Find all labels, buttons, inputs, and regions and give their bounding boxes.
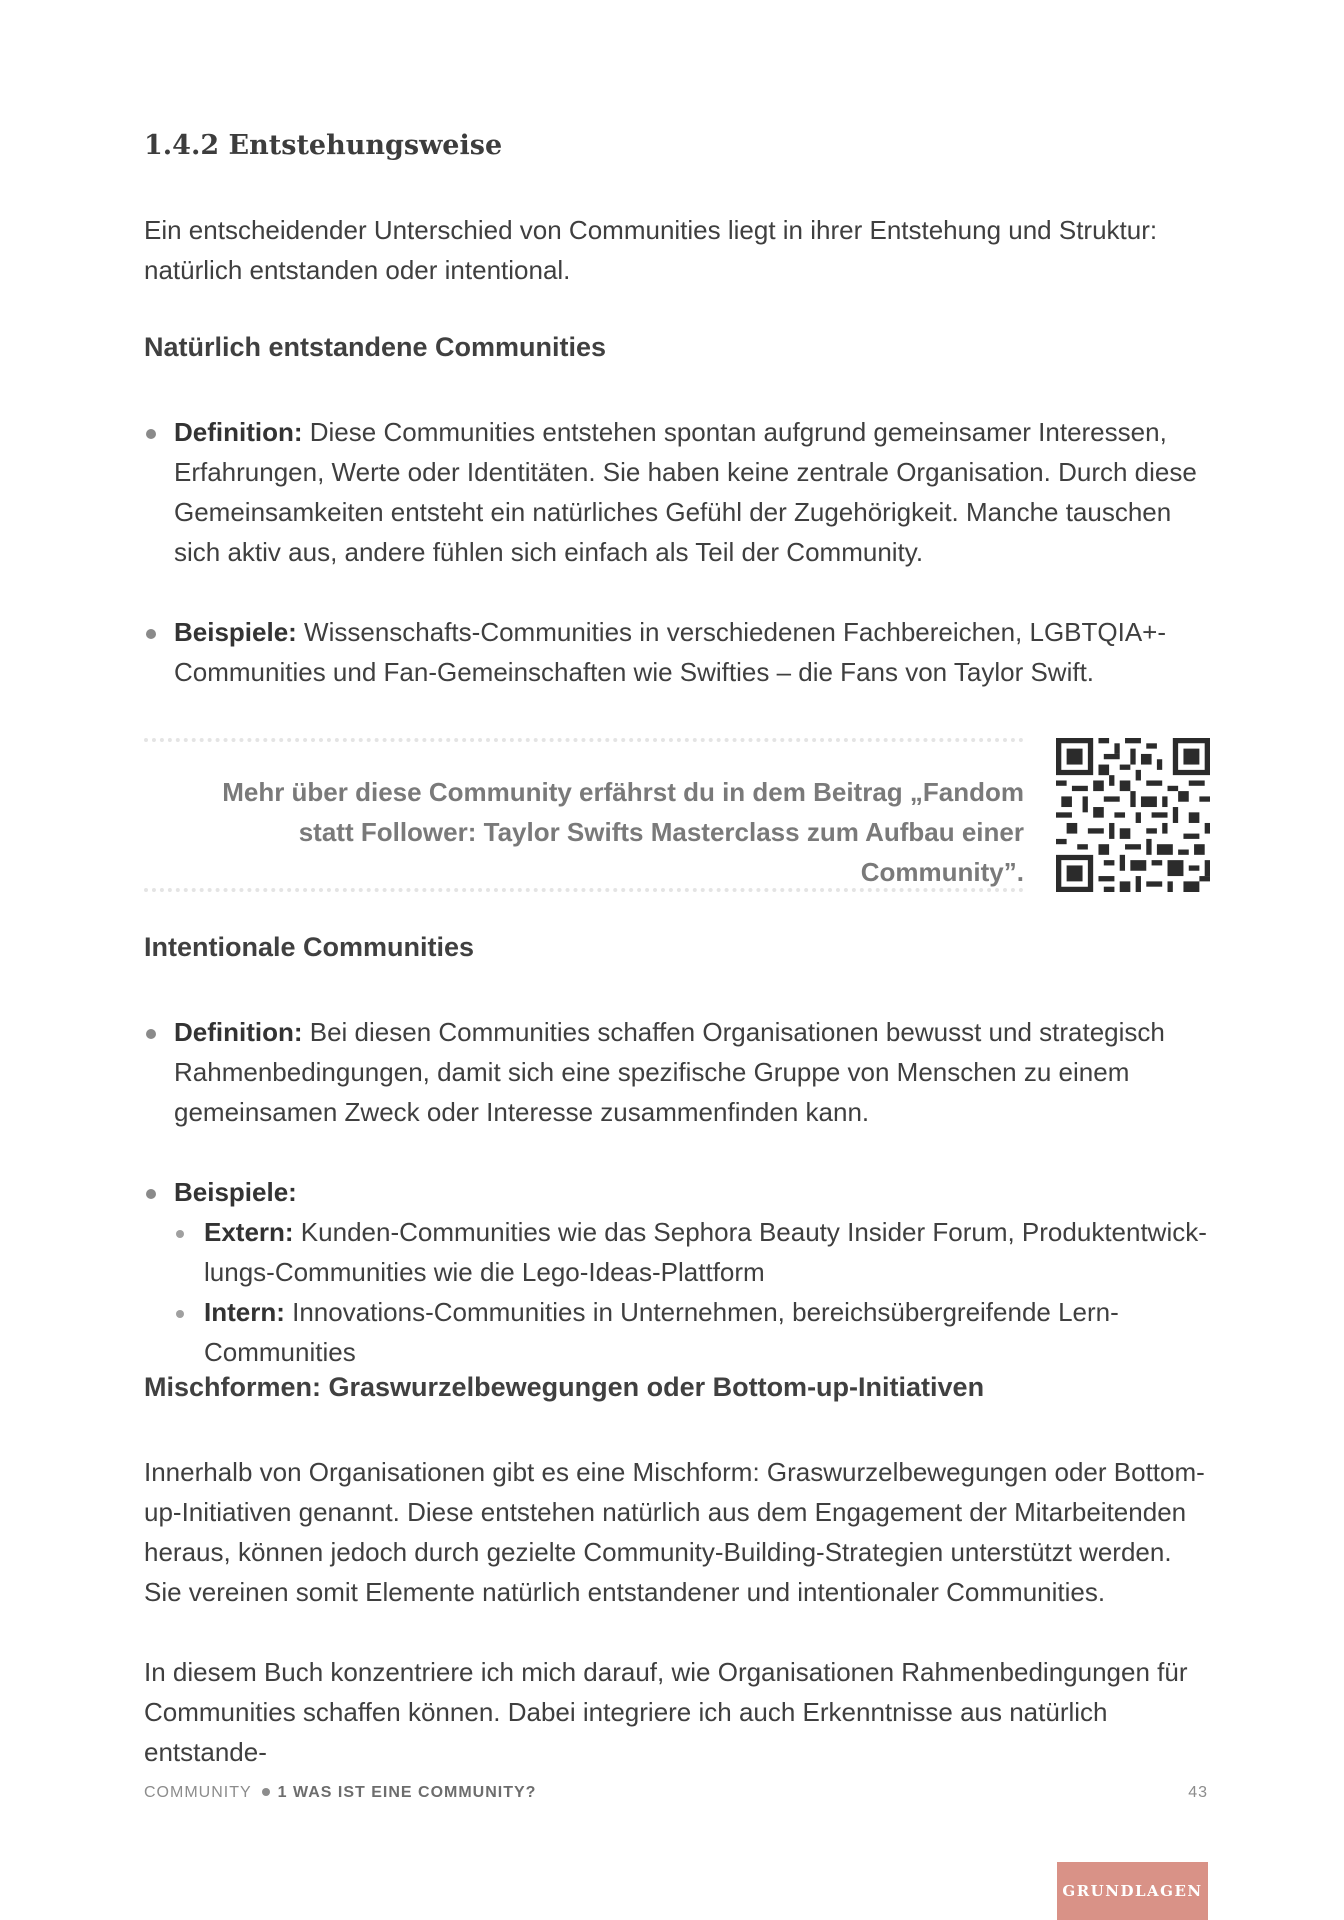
list-item: [144, 1172, 1208, 1372]
section-title: 1.4.2 Entstehungsweise: [144, 130, 503, 161]
mixed-paragraph: Innerhalb von Organisationen gibt es eine Mischform: Graswurzelbewegungen oder Bottom-up-Initiativen genannt. Diese entstehen natürlich aus dem Engagement der Mitarbeitenden heraus, können jedoch durch gezielte Community-Building-Strategien unterstützt werden. Sie vereinen somit Elemente natürlich entstandener und intentionaler Communities.: [144, 1457, 1205, 1607]
item-text: Kunden-Communities wie das Sephora Beauty Insider Forum, Produktentwicklungs-Communities wie die Lego-Ideas-Plattform: [204, 1217, 1207, 1287]
item-label: Beispiele:: [174, 617, 297, 647]
closing-paragraph: In diesem Buch konzentriere ich mich darauf, wie Organisationen Rahmenbedingungen für Communities schaffen können. Dabei integriere ich auch Erkenntnisse aus natürlich entstande-: [144, 1657, 1188, 1767]
heading-intentional-communities: Intentionale Communities: [144, 932, 475, 962]
footer-chapter: 1 WAS IST EINE COMMUNITY?: [277, 1784, 537, 1801]
sublist-item: [174, 1292, 1208, 1372]
heading-natural-communities: Natürlich entstandene Communities: [144, 332, 607, 362]
examples-sublist: [174, 1212, 1208, 1372]
item-text: Bei diesen Communities schaffen Organisationen bewusst und strategisch Rahmenbedingungen, damit sich eine spezifische Gruppe von Menschen zu einem gemeinsamen Zweck oder Interesse zusammenfinden kann.: [174, 1017, 1165, 1127]
list-item: [144, 412, 1208, 572]
item-label: Definition:: [174, 417, 303, 447]
heading-mixed-forms: Mischformen: Graswurzelbewegungen oder Bottom-up-Initiativen: [144, 1372, 985, 1402]
page-footer: [144, 1784, 1208, 1802]
qr-code-icon[interactable]: [1056, 738, 1210, 892]
footer-book-title: COMMUNITY: [144, 1784, 252, 1801]
item-text: Wissenschafts-Communities in verschiedenen Fachbereichen, LGBTQIA+-Communities und Fan-Gemeinschaften wie Swifties – die Fans von Taylor Swift.: [174, 617, 1167, 687]
bullet-icon: [262, 1788, 270, 1796]
item-label: Intern:: [204, 1297, 285, 1327]
item-label: Beispiele:: [174, 1177, 297, 1207]
page-number: 43: [1188, 1784, 1208, 1801]
item-label: Extern:: [204, 1217, 294, 1247]
item-label: Definition:: [174, 1017, 303, 1047]
list-item: [144, 1012, 1208, 1132]
callout-box: [144, 738, 1024, 892]
item-text: Innovations-Communities in Unternehmen, bereichsübergreifende Lern-Communities: [204, 1297, 1119, 1367]
intentional-list: [144, 1012, 1208, 1372]
intro-paragraph: Ein entscheidender Unterschied von Communities liegt in ihrer Entstehung und Struktur: natürlich entstanden oder intentional.: [144, 215, 1158, 285]
callout-text: Mehr über diese Community erfährst du in dem Beitrag „Fandom statt Follower: Taylor Swifts Masterclass zum Aufbau einer Community”.: [222, 777, 1024, 887]
natural-list: [144, 412, 1208, 692]
item-text: Diese Communities entstehen spontan aufgrund gemeinsamer Interessen, Erfahrungen, Werte oder Identitäten. Sie haben keine zentrale Organisation. Durch diese Gemeinsamkeiten entsteht ein natürliches Gefühl der Zugehörigkeit. Manche tauschen sich aktiv aus, andere fühlen sich einfach als Teil der Community.: [174, 417, 1197, 567]
section-tab[interactable]: GRUNDLAGEN: [1057, 1862, 1208, 1920]
list-item: [144, 612, 1208, 692]
sublist-item: [174, 1212, 1208, 1292]
